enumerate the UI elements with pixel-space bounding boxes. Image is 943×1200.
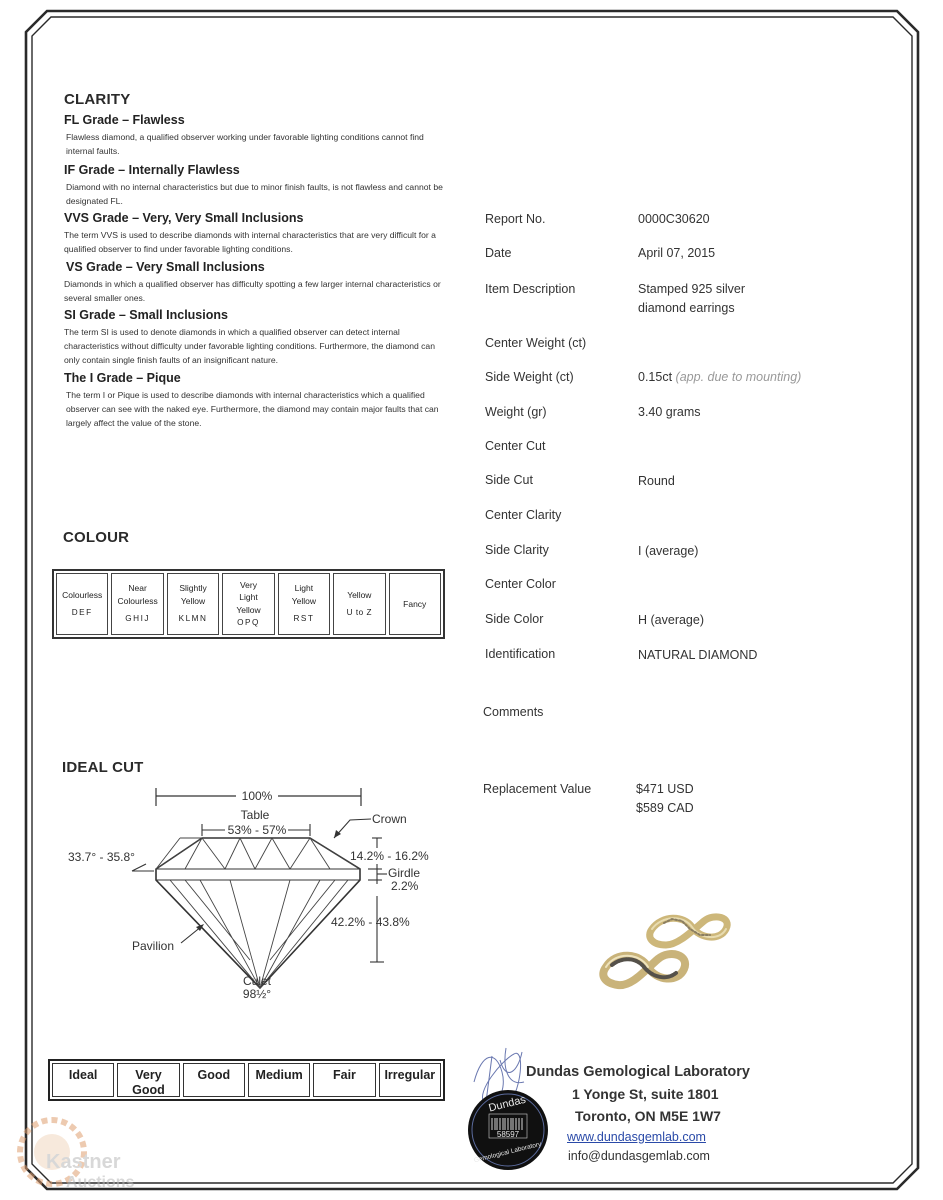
table-range: 53% - 57% bbox=[227, 823, 287, 837]
pavilion-facets bbox=[170, 880, 348, 988]
colour-name: Yellow bbox=[347, 589, 372, 600]
crown-angle: 33.7° - 35.8° bbox=[68, 850, 135, 864]
cut-grade-cell: Fair bbox=[313, 1063, 375, 1097]
colour-letters: KLMN bbox=[178, 614, 208, 624]
colour-cell bbox=[389, 573, 441, 635]
grade-if-desc: Diamond with no internal characteristics but due to minor finish faults, is not flawless and cannot be designated FL. bbox=[66, 182, 443, 206]
girdle-label: Girdle bbox=[388, 866, 421, 880]
colour-scale-table bbox=[52, 569, 445, 639]
culet-value: 98½° bbox=[242, 987, 272, 1001]
report-label: Side Clarity bbox=[485, 543, 549, 557]
report-value: 0000C30620 bbox=[638, 212, 710, 226]
girdle-value: 2.2% bbox=[391, 879, 419, 893]
clarity-title: CLARITY bbox=[64, 91, 131, 108]
grade-if bbox=[64, 163, 446, 208]
grade-si bbox=[64, 308, 439, 367]
report-value: $589 CAD bbox=[636, 801, 694, 815]
report-value: 3.40 grams bbox=[638, 405, 701, 419]
grade-vvs-desc: The term VVS is used to describe diamonds with internal characteristics that are very difficult for a qualified observer to find under favorable lighting conditions. bbox=[64, 230, 436, 254]
seal-bottom: Gemological Laboratory bbox=[473, 1140, 542, 1165]
colour-cell bbox=[167, 573, 219, 635]
report-label: Identification bbox=[485, 647, 556, 661]
grade-vs bbox=[66, 260, 444, 305]
seal-number: 58597 bbox=[496, 1130, 520, 1139]
report-value-with-note bbox=[638, 368, 801, 387]
report-value-multiline bbox=[638, 280, 745, 318]
auction-watermark bbox=[10, 1110, 140, 1196]
pavilion-label: Pavilion bbox=[132, 939, 175, 953]
report-value: April 07, 2015 bbox=[638, 246, 716, 260]
cut-grade-cell bbox=[117, 1063, 179, 1097]
report-label: Side Weight (ct) bbox=[485, 370, 574, 384]
colour-name: Very Light Yellow bbox=[236, 579, 261, 615]
watermark-line-1: Kastner bbox=[46, 1151, 121, 1173]
seal-top: Dundas bbox=[487, 1093, 528, 1115]
culet-label: Culet bbox=[242, 974, 272, 988]
colour-title: COLOUR bbox=[63, 529, 130, 546]
cut-grade-cell: Irregular bbox=[379, 1063, 441, 1097]
colour-letters: OPQ bbox=[237, 618, 260, 627]
grade-fl bbox=[64, 113, 446, 158]
crown-arrow bbox=[334, 819, 371, 838]
colour-name: Colourless bbox=[62, 589, 103, 600]
lab-name: Dundas Gemological Laboratory bbox=[526, 1064, 750, 1080]
grade-i-desc: The term I or Pique is used to describe diamonds with internal characteristics which a qualified observer can see with the naked eye. Furthermore, the diamond may contain major faults that can largely affect the value of the stone. bbox=[66, 390, 439, 428]
width-label: 100% bbox=[241, 789, 273, 803]
grade-fl-desc: Flawless diamond, a qualified observer working under favorable lighting conditions cannot find internal faults. bbox=[66, 132, 424, 156]
lab-address-1: 1 Yonge St, suite 1801 bbox=[572, 1086, 719, 1102]
colour-cell bbox=[222, 573, 274, 635]
colour-cell bbox=[56, 573, 108, 635]
colour-letters: GHIJ bbox=[125, 614, 150, 624]
ideal-cut-title: IDEAL CUT bbox=[62, 759, 144, 776]
report-value: Round bbox=[638, 474, 675, 488]
grade-vvs-heading: VVS Grade – Very, Very Small Inclusions bbox=[64, 211, 304, 225]
report-label: Item Description bbox=[485, 282, 576, 296]
colour-name: Light Yellow bbox=[291, 583, 317, 606]
grade-vvs bbox=[64, 211, 444, 256]
report-value: I (average) bbox=[638, 544, 699, 558]
grade-if-heading: IF Grade – Internally Flawless bbox=[64, 163, 240, 177]
lab-email: info@dundasgemlab.com bbox=[568, 1149, 710, 1163]
crown-height: 14.2% - 16.2% bbox=[350, 849, 429, 863]
lab-website-link[interactable]: www.dundasgemlab.com bbox=[567, 1130, 706, 1144]
report-value: 0.15ct bbox=[638, 370, 673, 384]
colour-name: Slightly Yellow bbox=[179, 583, 207, 606]
colour-name: Fancy bbox=[403, 598, 427, 609]
report-value: H (average) bbox=[638, 613, 704, 627]
angle-mark bbox=[132, 864, 146, 871]
colour-letters: DEF bbox=[71, 608, 93, 617]
grade-si-heading: SI Grade – Small Inclusions bbox=[64, 308, 228, 322]
report-label: Comments bbox=[483, 705, 544, 719]
colour-name: Near Colourless bbox=[117, 583, 158, 606]
report-label: Center Weight (ct) bbox=[485, 336, 587, 350]
cut-grade-cell: Ideal bbox=[52, 1063, 114, 1097]
report-label: Side Color bbox=[485, 612, 544, 626]
earrings-photo bbox=[592, 905, 752, 1005]
report-label: Date bbox=[485, 246, 512, 260]
colour-letters: U to Z bbox=[346, 608, 372, 617]
cut-grade-label: Very Good bbox=[132, 1068, 165, 1097]
colour-letters: RST bbox=[293, 614, 315, 624]
cut-grade-cell: Good bbox=[183, 1063, 245, 1097]
table-label: Table bbox=[240, 808, 270, 822]
report-label: Weight (gr) bbox=[485, 405, 547, 419]
watermark-line-2: Auctions bbox=[66, 1174, 135, 1191]
grade-vs-desc: Diamonds in which a qualified observer has difficulty spotting a few larger internal characteristics or several smaller ones. bbox=[64, 279, 441, 303]
grade-vs-heading: VS Grade – Very Small Inclusions bbox=[66, 260, 265, 274]
report-label: Center Color bbox=[485, 577, 556, 591]
cut-grade-cell: Medium bbox=[248, 1063, 310, 1097]
report-label: Side Cut bbox=[485, 473, 533, 487]
lab-address-2: Toronto, ON M5E 1W7 bbox=[575, 1108, 721, 1124]
report-value: $471 USD bbox=[636, 782, 694, 796]
report-label: Replacement Value bbox=[483, 782, 592, 796]
cut-grade-table bbox=[48, 1059, 445, 1101]
crown-label: Crown bbox=[372, 812, 407, 826]
report-value: diamond earrings bbox=[638, 301, 735, 315]
report-label: Report No. bbox=[485, 212, 546, 226]
grade-si-desc: The term SI is used to denote diamonds in which a qualified observer can detect internal characteristics without difficulty under favorable lighting conditions. Furthermore, the diamond can only contain single finish faults of an insignificant nature. bbox=[64, 327, 435, 365]
colour-cell bbox=[333, 573, 385, 635]
grade-i-heading: The I Grade – Pique bbox=[64, 371, 181, 385]
colour-cell bbox=[278, 573, 330, 635]
report-note: (app. due to mounting) bbox=[675, 370, 802, 384]
lab-seal bbox=[462, 1042, 562, 1182]
diamond-outline bbox=[156, 838, 360, 988]
pavilion-depth: 42.2% - 43.8% bbox=[331, 915, 410, 929]
report-label: Center Clarity bbox=[485, 508, 562, 522]
report-value: NATURAL DIAMOND bbox=[638, 648, 758, 662]
report-label: Center Cut bbox=[485, 439, 546, 453]
crown-facets bbox=[156, 838, 360, 869]
colour-cell bbox=[111, 573, 163, 635]
grade-i bbox=[64, 371, 446, 430]
report-value-multiline bbox=[636, 780, 694, 818]
grade-fl-heading: FL Grade – Flawless bbox=[64, 113, 185, 127]
ideal-cut-diagram bbox=[50, 780, 450, 1005]
report-value: Stamped 925 silver bbox=[638, 282, 746, 296]
